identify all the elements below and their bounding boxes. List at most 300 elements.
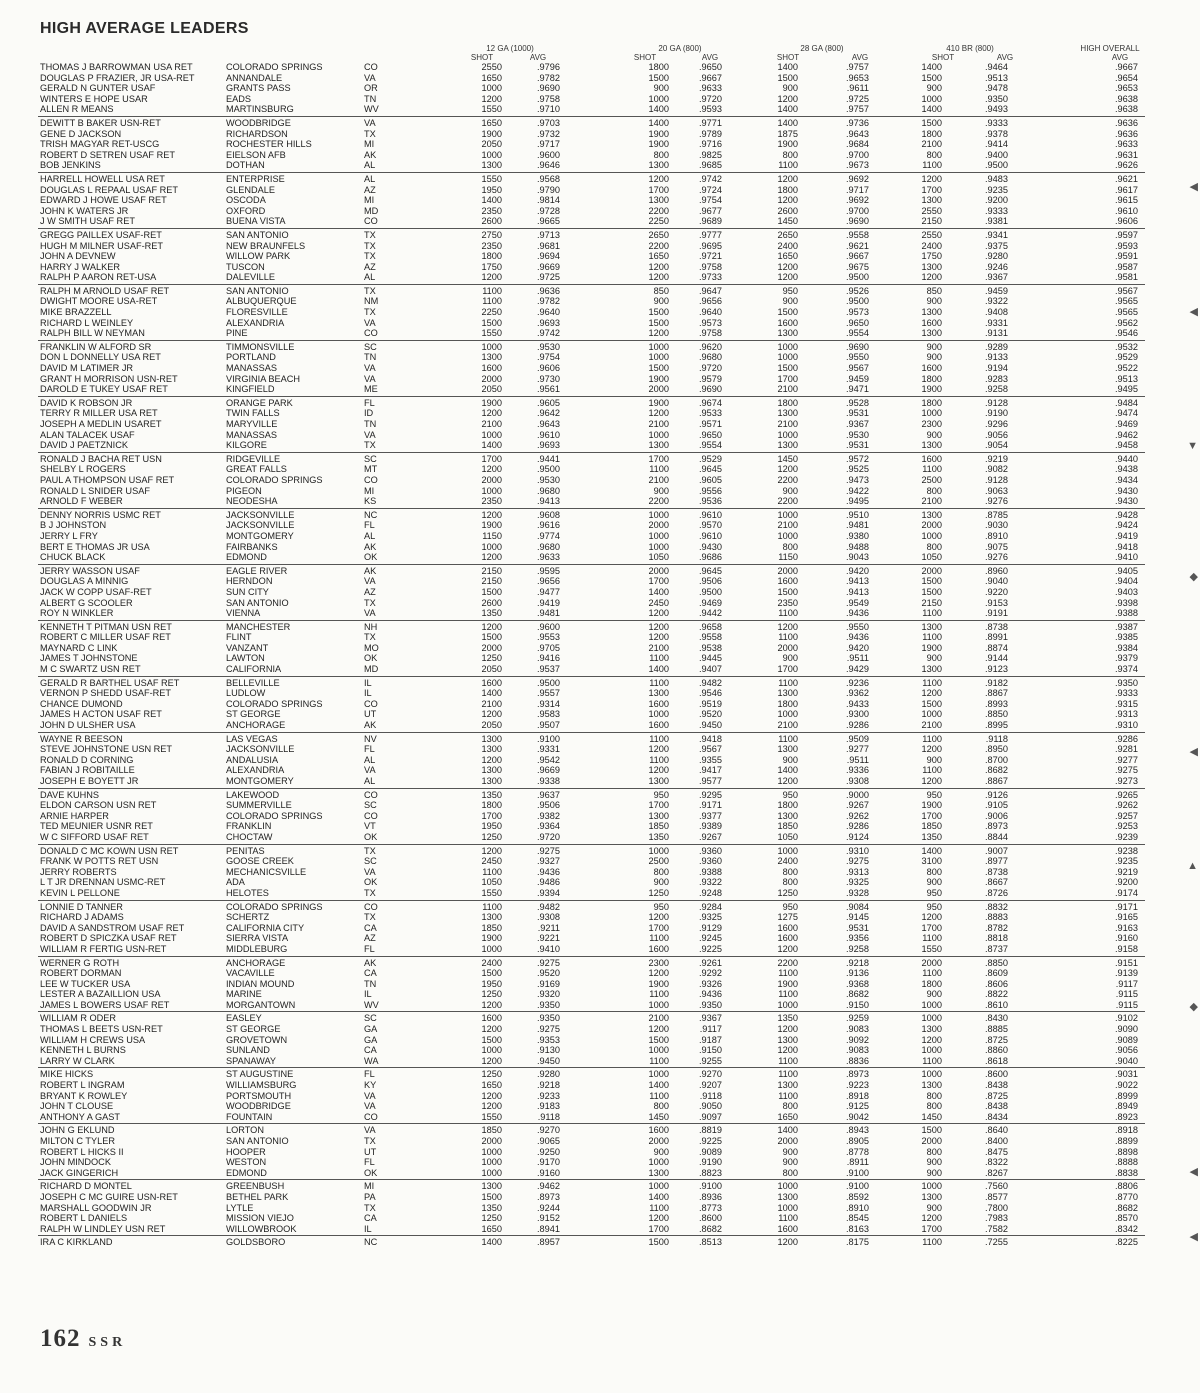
- shot-20ga: 1300: [648, 810, 669, 821]
- avg-28ga: .8163: [846, 1223, 869, 1234]
- avg-28ga: .9488: [846, 541, 869, 552]
- shot-20ga: 2000: [648, 520, 669, 531]
- state: VA: [364, 1090, 376, 1101]
- shot-410br: 2300: [921, 419, 942, 429]
- avg-410br: .8995: [985, 720, 1008, 731]
- state: OK: [364, 831, 378, 842]
- state: TX: [364, 1136, 376, 1146]
- shooter-name: ROBERT DORMAN: [40, 968, 122, 979]
- shot-410br: 3100: [921, 856, 942, 867]
- shot-28ga: 1800: [777, 397, 798, 408]
- state: SC: [364, 341, 377, 352]
- shooter-name: JOHN A DEVNEW: [40, 251, 116, 262]
- avg-28ga: .9286: [846, 720, 869, 731]
- shot-28ga: 2000: [777, 1136, 798, 1146]
- avg-20ga: .9721: [699, 251, 722, 262]
- shot-28ga: 1100: [778, 1090, 798, 1101]
- avg-12ga: .9637: [537, 789, 560, 800]
- city: VIENNA: [226, 608, 261, 619]
- avg-overall: .9606: [1115, 216, 1138, 227]
- shot-12ga: 1300: [481, 744, 502, 755]
- table-row: [38, 1213, 1145, 1224]
- avg-20ga: .9579: [699, 373, 722, 384]
- avg-410br: .8700: [985, 754, 1008, 765]
- shot-12ga: 1350: [481, 1202, 502, 1213]
- state: NV: [364, 733, 377, 744]
- avg-12ga: .9605: [537, 397, 560, 408]
- avg-overall: .9474: [1115, 408, 1138, 419]
- state: VA: [364, 1125, 376, 1136]
- shot-28ga: 1200: [777, 621, 798, 632]
- shot-12ga: 1500: [481, 632, 502, 643]
- avg-28ga: .9136: [846, 968, 869, 979]
- avg-overall: .9631: [1115, 149, 1138, 160]
- shot-12ga: 2050: [481, 384, 502, 395]
- avg-20ga: .9742: [699, 173, 722, 184]
- city: MIDDLEBURG: [226, 943, 288, 954]
- margin-mark-icon: ◆: [1189, 1001, 1198, 1013]
- row-group: [38, 1125, 1145, 1180]
- shot-20ga: 1000: [648, 341, 669, 352]
- avg-410br: .8667: [985, 877, 1008, 888]
- avg-overall: .9653: [1115, 83, 1138, 94]
- avg-28ga: .9368: [846, 978, 869, 989]
- avg-28ga: .9092: [846, 1034, 869, 1045]
- avg-12ga: .9350: [537, 1013, 560, 1024]
- avg-410br: .8682: [985, 765, 1008, 776]
- city: COLORADO SPRINGS: [226, 901, 323, 912]
- shot-410br: 1600: [921, 363, 942, 374]
- shot-12ga: 1400: [481, 440, 502, 451]
- state: MD: [364, 205, 379, 216]
- shot-12ga: 1500: [481, 1191, 502, 1202]
- state: VA: [364, 117, 376, 128]
- avg-28ga: .9667: [846, 251, 869, 262]
- avg-410br: .9007: [985, 845, 1008, 856]
- table-row: [38, 454, 1145, 465]
- table-row: [38, 989, 1145, 1000]
- shooter-name: JOSEPH A MEDLIN USARET: [40, 419, 162, 429]
- shot-28ga: 1100: [778, 632, 798, 643]
- table-row: [38, 118, 1145, 129]
- avg-12ga: .9416: [537, 653, 560, 664]
- header-overall: HIGH OVERALL: [1080, 44, 1140, 53]
- avg-overall: .8999: [1115, 1090, 1138, 1101]
- shooter-name: MILTON C TYLER: [40, 1136, 116, 1146]
- avg-410br: .9246: [985, 261, 1008, 272]
- shot-20ga: 1700: [648, 453, 669, 464]
- avg-20ga: .9674: [699, 397, 722, 408]
- shot-20ga: 1100: [649, 733, 669, 744]
- avg-410br: .8737: [985, 943, 1008, 954]
- shot-410br: 800: [926, 149, 942, 160]
- avg-20ga: .9292: [699, 968, 722, 979]
- shot-410br: 1200: [921, 912, 942, 923]
- shooter-name: GRANT H MORRISON USN-RET: [40, 373, 178, 384]
- state: CA: [364, 1045, 377, 1056]
- avg-28ga: .9526: [846, 285, 869, 296]
- shot-28ga: 800: [782, 541, 798, 552]
- avg-20ga: .9430: [699, 541, 722, 552]
- avg-12ga: .9462: [537, 1181, 560, 1192]
- city: ADA: [226, 877, 245, 888]
- avg-20ga: .9533: [699, 408, 722, 419]
- shot-410br: 1200: [921, 1034, 942, 1045]
- shot-410br: 1700: [921, 810, 942, 821]
- avg-overall: .9265: [1115, 789, 1138, 800]
- avg-28ga: .9673: [846, 160, 869, 171]
- table-row: [38, 744, 1145, 755]
- shooter-name: HUGH M MILNER USAF-RET: [40, 240, 164, 251]
- city: MISSION VIEJO: [226, 1213, 294, 1224]
- row-group: [38, 118, 1145, 173]
- shot-410br: 900: [926, 83, 942, 94]
- avg-410br: .8640: [985, 1125, 1008, 1136]
- avg-410br: .9128: [985, 474, 1008, 485]
- avg-12ga: .9530: [537, 474, 560, 485]
- avg-410br: .9131: [985, 328, 1008, 339]
- sub-avg-overall: AVG: [1111, 53, 1129, 62]
- avg-20ga: .9558: [699, 632, 722, 643]
- shot-20ga: 1900: [648, 978, 669, 989]
- shot-410br: 1450: [921, 1111, 942, 1122]
- header-12ga: 12 GA (1000): [486, 44, 534, 53]
- shot-12ga: 1300: [481, 776, 502, 786]
- avg-12ga: .9410: [537, 943, 560, 954]
- shot-28ga: 1800: [777, 184, 798, 195]
- avg-20ga: .9570: [699, 520, 722, 531]
- shooter-name: ALBERT G SCOOLER: [40, 597, 133, 608]
- shooter-name: JOHN MINDOCK: [40, 1157, 111, 1168]
- avg-12ga: .9221: [537, 933, 560, 944]
- sub-avg-12: AVG: [529, 53, 547, 62]
- shot-20ga: 800: [653, 149, 669, 160]
- shot-20ga: 1600: [648, 720, 669, 731]
- margin-mark-icon: ◀: [1189, 1166, 1198, 1178]
- shot-28ga: 1050: [777, 831, 798, 842]
- avg-12ga: .9353: [537, 1034, 560, 1045]
- avg-28ga: .9258: [846, 943, 869, 954]
- state: AL: [364, 160, 376, 171]
- shot-20ga: 1100: [649, 1055, 669, 1066]
- shot-20ga: 1900: [648, 373, 669, 384]
- avg-20ga: .8600: [699, 1213, 722, 1224]
- avg-410br: .9123: [985, 664, 1008, 675]
- avg-overall: .9581: [1115, 272, 1138, 283]
- shot-410br: 900: [926, 1167, 942, 1178]
- shooter-name: ALAN TALACEK USAF: [40, 429, 135, 440]
- avg-overall: .9638: [1115, 104, 1138, 115]
- state: MI: [364, 195, 375, 206]
- shot-28ga: 1400: [777, 1125, 798, 1136]
- avg-overall: .9273: [1115, 776, 1138, 786]
- avg-12ga: .9656: [537, 576, 560, 587]
- shooter-name: ROBERT L HICKS II: [40, 1146, 124, 1157]
- avg-overall: .9593: [1115, 240, 1138, 251]
- shot-28ga: 1800: [777, 698, 798, 709]
- shot-410br: 1600: [921, 317, 942, 328]
- avg-overall: .9532: [1115, 341, 1138, 352]
- shot-20ga: 2450: [648, 597, 669, 608]
- shot-28ga: 1300: [777, 1191, 798, 1202]
- table-row: [38, 1000, 1145, 1011]
- state: AL: [364, 776, 376, 786]
- avg-28ga: .9692: [846, 195, 869, 206]
- avg-12ga: .9413: [537, 496, 560, 507]
- city: VANZANT: [226, 642, 269, 653]
- avg-410br: .9056: [985, 429, 1008, 440]
- avg-410br: .9118: [985, 733, 1008, 744]
- avg-12ga: .9665: [537, 216, 560, 227]
- avg-overall: .9469: [1115, 419, 1138, 429]
- shot-410br: 1300: [921, 1080, 942, 1091]
- shot-28ga: 1350: [777, 1013, 798, 1024]
- avg-20ga: .9656: [699, 296, 722, 307]
- shooter-name: BOB JENKINS: [40, 160, 101, 171]
- table-row: [38, 486, 1145, 497]
- state: NC: [364, 509, 378, 520]
- avg-28ga: .9653: [846, 72, 869, 83]
- avg-20ga: .9538: [699, 642, 722, 653]
- shot-28ga: 1000: [777, 1202, 798, 1213]
- shot-410br: 900: [926, 352, 942, 363]
- state: TX: [364, 229, 376, 240]
- avg-overall: .9163: [1115, 922, 1138, 933]
- shot-20ga: 1000: [648, 93, 669, 104]
- shot-12ga: 1000: [481, 341, 502, 352]
- table-row: [38, 1224, 1145, 1235]
- table-row: [38, 643, 1145, 654]
- shot-20ga: 1200: [648, 173, 669, 184]
- avg-28ga: .9511: [846, 653, 869, 664]
- avg-overall: .9115: [1115, 989, 1138, 1000]
- avg-28ga: .8592: [846, 1191, 869, 1202]
- avg-overall: .9171: [1115, 901, 1138, 912]
- avg-28ga: .9550: [846, 352, 869, 363]
- shot-28ga: 1600: [777, 317, 798, 328]
- shot-410br: 1400: [921, 845, 942, 856]
- state: IL: [364, 688, 372, 699]
- avg-overall: .9031: [1115, 1069, 1138, 1080]
- shooter-name: BERT E THOMAS JR USA: [40, 541, 150, 552]
- avg-12ga: .9100: [537, 733, 560, 744]
- shot-20ga: 1100: [649, 1090, 669, 1101]
- avg-12ga: .8957: [537, 1237, 560, 1248]
- shot-28ga: 1200: [777, 93, 798, 104]
- shot-12ga: 1400: [481, 1237, 502, 1248]
- shot-28ga: 900: [782, 653, 798, 664]
- shooter-name: L T JR DRENNAN USMC-RET: [40, 877, 166, 888]
- avg-20ga: .9667: [699, 72, 722, 83]
- avg-12ga: .9486: [537, 877, 560, 888]
- shooter-name: FABIAN J ROBITAILLE: [40, 765, 135, 776]
- shot-20ga: 1100: [649, 677, 669, 688]
- shooter-name: IRA C KIRKLAND: [40, 1237, 113, 1248]
- avg-12ga: .9500: [537, 677, 560, 688]
- avg-28ga: .9000: [846, 789, 869, 800]
- table-row: [38, 542, 1145, 553]
- avg-20ga: .9556: [699, 485, 722, 496]
- shot-20ga: 2100: [648, 1013, 669, 1024]
- shot-410br: 2100: [921, 496, 942, 507]
- table-row: [38, 104, 1145, 115]
- shot-410br: 1100: [922, 464, 942, 475]
- shot-28ga: 2000: [777, 565, 798, 576]
- city: VACAVILLE: [226, 968, 275, 979]
- shooter-name: M C SWARTZ USN RET: [40, 664, 141, 675]
- state: OK: [364, 552, 378, 563]
- shot-12ga: 1500: [481, 586, 502, 597]
- table-row: [38, 933, 1145, 944]
- shot-20ga: 2000: [648, 1136, 669, 1146]
- avg-28ga: .9650: [846, 317, 869, 328]
- shooter-name: PAUL A THOMPSON USAF RET: [40, 474, 175, 485]
- avg-overall: .9388: [1115, 608, 1138, 619]
- shot-410br: 1000: [921, 1013, 942, 1024]
- avg-overall: .9374: [1115, 664, 1138, 675]
- avg-28ga: .9420: [846, 565, 869, 576]
- avg-20ga: .8513: [699, 1237, 722, 1248]
- state: OK: [364, 877, 378, 888]
- table-row: [38, 902, 1145, 913]
- state: SC: [364, 1013, 377, 1024]
- shot-28ga: 1400: [777, 117, 798, 128]
- page-number: 162: [40, 1325, 81, 1352]
- avg-28ga: .9083: [846, 1024, 869, 1035]
- state: OR: [364, 83, 378, 94]
- city: COLORADO SPRINGS: [226, 810, 323, 821]
- shot-20ga: 950: [653, 789, 669, 800]
- shot-12ga: 1700: [481, 453, 502, 464]
- avg-overall: .9158: [1115, 943, 1138, 954]
- shot-20ga: 1200: [648, 328, 669, 339]
- avg-12ga: .9782: [537, 72, 560, 83]
- avg-410br: .9191: [985, 608, 1008, 619]
- avg-28ga: .9643: [846, 128, 869, 139]
- state: VA: [364, 576, 376, 587]
- header-28ga: 28 GA (800): [800, 44, 844, 53]
- avg-overall: .9430: [1115, 496, 1138, 507]
- avg-410br: .8600: [985, 1069, 1008, 1080]
- table-row: [38, 1101, 1145, 1112]
- state: OK: [364, 1167, 378, 1178]
- state: NM: [364, 296, 379, 307]
- shot-20ga: 1700: [648, 184, 669, 195]
- avg-overall: .9403: [1115, 586, 1138, 597]
- shot-28ga: 1100: [778, 733, 798, 744]
- shot-410br: 900: [926, 296, 942, 307]
- avg-20ga: .9546: [699, 688, 722, 699]
- avg-28ga: .8175: [846, 1237, 869, 1248]
- shot-28ga: 1900: [777, 139, 798, 150]
- state: VA: [364, 866, 376, 877]
- city: GLENDALE: [226, 184, 276, 195]
- shot-28ga: 950: [782, 285, 798, 296]
- avg-410br: .8400: [985, 1136, 1008, 1146]
- shot-20ga: 1400: [648, 664, 669, 675]
- avg-20ga: .9724: [699, 184, 722, 195]
- state: MI: [364, 1181, 375, 1192]
- shot-12ga: 1200: [481, 272, 502, 283]
- avg-28ga: .9700: [846, 149, 869, 160]
- city: MONTGOMERY: [226, 776, 294, 786]
- avg-overall: .9610: [1115, 205, 1138, 216]
- city: MANCHESTER: [226, 621, 291, 632]
- avg-28ga: .9725: [846, 93, 869, 104]
- shooter-name: MAYNARD C LINK: [40, 642, 118, 653]
- shot-28ga: 1000: [777, 845, 798, 856]
- shot-20ga: 1200: [648, 912, 669, 923]
- avg-12ga: .9331: [537, 744, 560, 755]
- avg-28ga: .9549: [846, 597, 869, 608]
- shooter-name: DONALD C MC KOWN USN RET: [40, 845, 179, 856]
- shot-28ga: 1000: [777, 352, 798, 363]
- table-row: [38, 709, 1145, 720]
- shot-410br: 1200: [921, 272, 942, 283]
- shot-12ga: 2150: [481, 565, 502, 576]
- avg-410br: .8910: [985, 530, 1008, 541]
- state: AK: [364, 149, 377, 160]
- avg-overall: .9626: [1115, 160, 1138, 171]
- shot-28ga: 1000: [777, 709, 798, 720]
- shot-12ga: 1250: [481, 989, 502, 1000]
- table-row: [38, 1024, 1145, 1035]
- avg-overall: .9597: [1115, 229, 1138, 240]
- avg-overall: .9438: [1115, 464, 1138, 475]
- avg-20ga: .9129: [699, 922, 722, 933]
- city: CALIFORNIA: [226, 664, 282, 675]
- shot-20ga: 1600: [648, 1125, 669, 1136]
- shot-28ga: 1000: [777, 509, 798, 520]
- table-row: [38, 1168, 1145, 1179]
- city: LYTLE: [226, 1202, 254, 1213]
- shot-410br: 1200: [921, 173, 942, 184]
- state: AL: [364, 272, 376, 283]
- avg-12ga: .9065: [537, 1136, 560, 1146]
- avg-20ga: .9097: [699, 1111, 722, 1122]
- avg-28ga: .9436: [846, 632, 869, 643]
- avg-overall: .9040: [1115, 1055, 1138, 1066]
- shot-12ga: 1000: [481, 1167, 502, 1178]
- shot-12ga: 1200: [481, 999, 502, 1010]
- shot-410br: 1200: [921, 744, 942, 755]
- header-20ga: 20 GA (800): [658, 44, 702, 53]
- avg-20ga: .9650: [699, 429, 722, 440]
- shot-12ga: 2400: [481, 957, 502, 968]
- shot-20ga: 1000: [648, 530, 669, 541]
- avg-20ga: .9050: [699, 1101, 722, 1112]
- state: TX: [364, 887, 376, 898]
- shot-28ga: 1150: [778, 552, 798, 563]
- avg-410br: .9006: [985, 810, 1008, 821]
- city: HELOTES: [226, 887, 269, 898]
- state: CO: [364, 216, 378, 227]
- avg-overall: .9174: [1115, 887, 1138, 898]
- state: NC: [364, 1237, 378, 1248]
- shot-410br: 800: [926, 1101, 942, 1112]
- avg-12ga: .8973: [537, 1191, 560, 1202]
- avg-20ga: .9567: [699, 744, 722, 755]
- avg-overall: .9615: [1115, 195, 1138, 206]
- city: SUN CITY: [226, 586, 269, 597]
- avg-28ga: .9100: [846, 1167, 869, 1178]
- city: SAN ANTONIO: [226, 1136, 289, 1146]
- shot-410br: 1300: [921, 1191, 942, 1202]
- avg-28ga: .9558: [846, 229, 869, 240]
- avg-410br: .8977: [985, 856, 1008, 867]
- avg-20ga: .9677: [699, 205, 722, 216]
- table-row: [38, 185, 1145, 196]
